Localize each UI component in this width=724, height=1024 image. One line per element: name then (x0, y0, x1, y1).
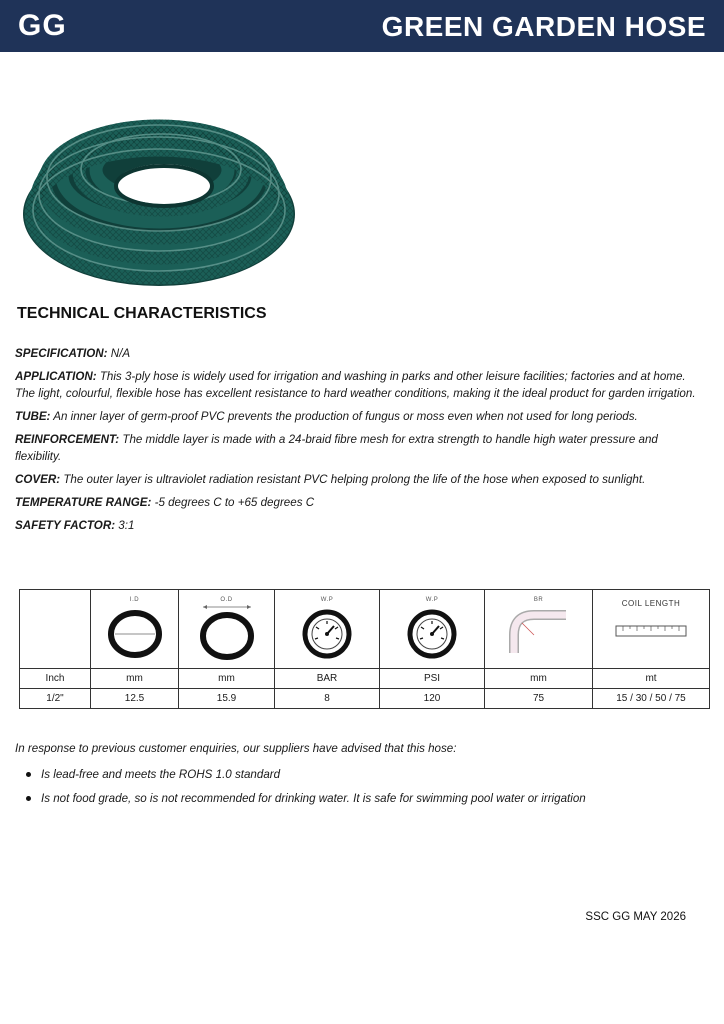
spec-label: APPLICATION: (15, 370, 97, 383)
product-code: GG (18, 9, 67, 42)
ruler-icon (593, 624, 709, 641)
spec-text: N/A (110, 347, 131, 360)
technical-heading: TECHNICAL CHARACTERISTICS (17, 305, 267, 322)
spec-application (15, 368, 705, 402)
spec-reinforcement (15, 431, 705, 465)
bend-radius-icon (485, 605, 592, 658)
unit-cell: mt (593, 669, 710, 689)
spec-text: The middle layer is made with a 24-braid fibre mesh for extra strength to handle high water pressure and flexibility. (15, 433, 658, 463)
pressure-gauge-icon (275, 609, 379, 662)
unit-cell: mm (179, 669, 275, 689)
page-header (0, 0, 724, 52)
product-title: GREEN GARDEN HOSE (381, 11, 706, 42)
value-cell: 12.5 (91, 689, 179, 709)
unit-cell: BAR (275, 669, 380, 689)
spec-text: 3:1 (118, 519, 135, 532)
advisory-list (26, 766, 586, 814)
inner-diameter-ring-icon (91, 609, 178, 662)
spec-label: REINFORCEMENT: (15, 433, 120, 446)
value-cell: 1/2" (20, 689, 91, 709)
spec-specification (15, 345, 705, 362)
hose-coil-image (14, 64, 314, 300)
unit-cell: mm (91, 669, 179, 689)
unit-cell: Inch (20, 669, 91, 689)
list-item: Is not food grade, so is not recommended for drinking water. It is safe for swimming pool water or irrigation (26, 790, 586, 807)
document-reference: SSC GG MAY 2026 (585, 911, 686, 923)
spec-label: SAFETY FACTOR: (15, 519, 116, 532)
icon-cell-empty (20, 590, 91, 669)
spec-text: This 3-ply hose is widely used for irrigation and washing in parks and other leisure facilities; factories and at home. The light, colourful, flexible hose has excellent resistance to hard weather conditions, making it the ideal product for garden irrigation. (15, 370, 696, 400)
spec-label: SPECIFICATION: (15, 347, 108, 360)
icon-row (20, 590, 710, 669)
spec-text: The outer layer is ultraviolet radiation resistant PVC helping prolong the life of the hose when exposed to sunlight. (63, 473, 646, 486)
icon-cell-wp-psi (380, 590, 485, 669)
unit-cell: mm (485, 669, 593, 689)
icon-caption: BR (533, 597, 544, 603)
response-intro: In response to previous customer enquiries, our suppliers have advised that this hose: (15, 742, 457, 755)
dimension-table (19, 589, 710, 709)
value-cell: 15 / 30 / 50 / 75 (593, 689, 710, 709)
icon-caption: O.D (220, 597, 233, 603)
spec-safety-factor (15, 517, 705, 534)
spec-label: TEMPERATURE RANGE: (15, 496, 152, 509)
spec-list (15, 345, 705, 540)
spec-label: COVER: (15, 473, 61, 486)
spec-text: An inner layer of germ-proof PVC prevents the production of fungus or moss even when not used for long periods. (53, 410, 638, 423)
icon-caption: I.D (129, 597, 140, 603)
list-item: Is lead-free and meets the ROHS 1.0 standard (26, 766, 586, 783)
outer-diameter-ring-icon (179, 611, 274, 664)
icon-cell-wp-bar (275, 590, 380, 669)
spec-tube (15, 408, 705, 425)
icon-caption: COIL LENGTH (621, 599, 681, 608)
unit-cell: PSI (380, 669, 485, 689)
pressure-gauge-icon (380, 609, 484, 662)
icon-cell-coil-length (593, 590, 710, 669)
value-cell: 15.9 (179, 689, 275, 709)
icon-caption: W.P (320, 597, 334, 603)
spec-text: -5 degrees C to +65 degrees C (154, 496, 315, 509)
spec-label: TUBE: (15, 410, 51, 423)
od-dimension-arrow (199, 603, 255, 611)
unit-row (20, 669, 710, 689)
value-cell: 120 (380, 689, 485, 709)
value-cell: 8 (275, 689, 380, 709)
spec-temperature-range (15, 494, 705, 511)
icon-cell-br (485, 590, 593, 669)
spec-cover (15, 471, 705, 488)
value-row (20, 689, 710, 709)
icon-cell-id (91, 590, 179, 669)
icon-caption: W.P (425, 597, 439, 603)
value-cell: 75 (485, 689, 593, 709)
icon-cell-od (179, 590, 275, 669)
